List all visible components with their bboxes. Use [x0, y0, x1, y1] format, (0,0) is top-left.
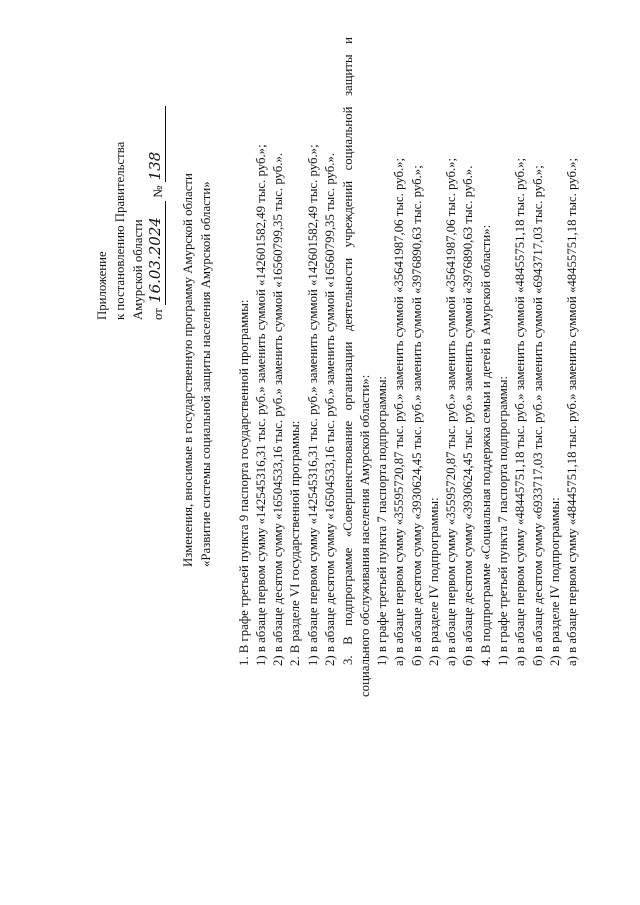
handwritten-date: 16.03.2024 [146, 217, 164, 303]
page-title-line-2: «Развитие системы социальной защиты населения Амурской области» [199, 181, 213, 567]
appendix-region-line: Амурской области [131, 219, 145, 320]
list-item: а) в абзаце первом сумму «35595720,87 тыс. руб.» заменить суммой «35641987,06 тыс. руб.»; [392, 157, 406, 666]
word: и [341, 37, 355, 44]
number-prefix: № [151, 185, 165, 198]
word: 3. [341, 655, 355, 665]
list-item-justified [342, 37, 355, 665]
list-item: 1) в абзаце первом сумму «142545316,31 тыс. руб.» заменить суммой «142601582,49 тыс. руб.»; [306, 144, 320, 666]
list-item: 1) в графе третьей пункта 7 паспорта подпрограммы: [496, 376, 510, 666]
word: подпрограмме [341, 547, 355, 626]
word: социальной [341, 106, 355, 171]
word: деятельности [341, 257, 355, 332]
date-prefix: от [151, 308, 165, 320]
list-item: а) в абзаце первом сумму «35595720,87 тыс. руб.» заменить суммой «35641987,06 тыс. руб.»; [444, 157, 458, 666]
list-item: а) в абзаце первом сумму «48445751,18 тыс. руб.» заменить суммой «48455751,18 тыс. руб.»; [565, 157, 579, 666]
appendix-resolution-line: к постановлению Правительства [113, 141, 127, 320]
word: защиты [341, 54, 355, 97]
list-item: а) в абзаце первом сумму «48445751,18 тыс. руб.» заменить суммой «48455751,18 тыс. руб.»; [513, 157, 527, 666]
word: В [341, 636, 355, 645]
list-item: 2) в разделе IV подпрограммы: [548, 497, 562, 666]
appendix-label: Приложение [95, 251, 109, 320]
list-item: б) в абзаце десятом сумму «3930624,45 тыс. руб.» заменить суммой «3976890,63 тыс. руб.». [461, 165, 475, 666]
word: учреждений [341, 180, 355, 248]
list-item: 4. В подпрограмме «Социальная поддержка семьи и детей в Амурской области»: [479, 224, 493, 666]
list-item: 1) в графе третьей пункта 7 паспорта подпрограммы: [375, 376, 389, 666]
list-item: б) в абзаце десятом сумму «3930624,45 тыс. руб.» заменить суммой «3976890,63 тыс. руб.»; [410, 165, 424, 666]
list-item: 2. В разделе VI государственной программы: [288, 420, 302, 666]
list-item: 2) в абзаце десятом сумму «16504533,16 тыс. руб.» заменить суммой «16560799,35 тыс. руб.». [271, 152, 285, 666]
handwritten-number: 138 [146, 151, 164, 181]
list-item: социального обслуживания населения Амурской области»: [358, 374, 372, 697]
appendix-date-line [146, 106, 166, 320]
list-item: 2) в абзаце десятом сумму «16504533,16 тыс. руб.» заменить суммой «16560799,35 тыс. руб.». [323, 152, 337, 666]
list-item: б) в абзаце десятом сумму «6933717,03 тыс. руб.» заменить суммой «6943717,03 тыс. руб.»; [531, 165, 545, 666]
page-title-line-1: Изменения, вносимые в государственную программу Амурской области [181, 173, 195, 567]
list-item: 2) в разделе IV подпрограммы: [427, 497, 441, 666]
list-item: 1) в абзаце первом сумму «142545316,31 тыс. руб.» заменить суммой «142601582,49 тыс. руб.»; [254, 144, 268, 666]
list-item: 1. В графе третьей пункта 9 паспорта государственной программы: [237, 299, 251, 666]
word: организации [341, 341, 355, 411]
word: «Совершенствование [341, 420, 355, 538]
